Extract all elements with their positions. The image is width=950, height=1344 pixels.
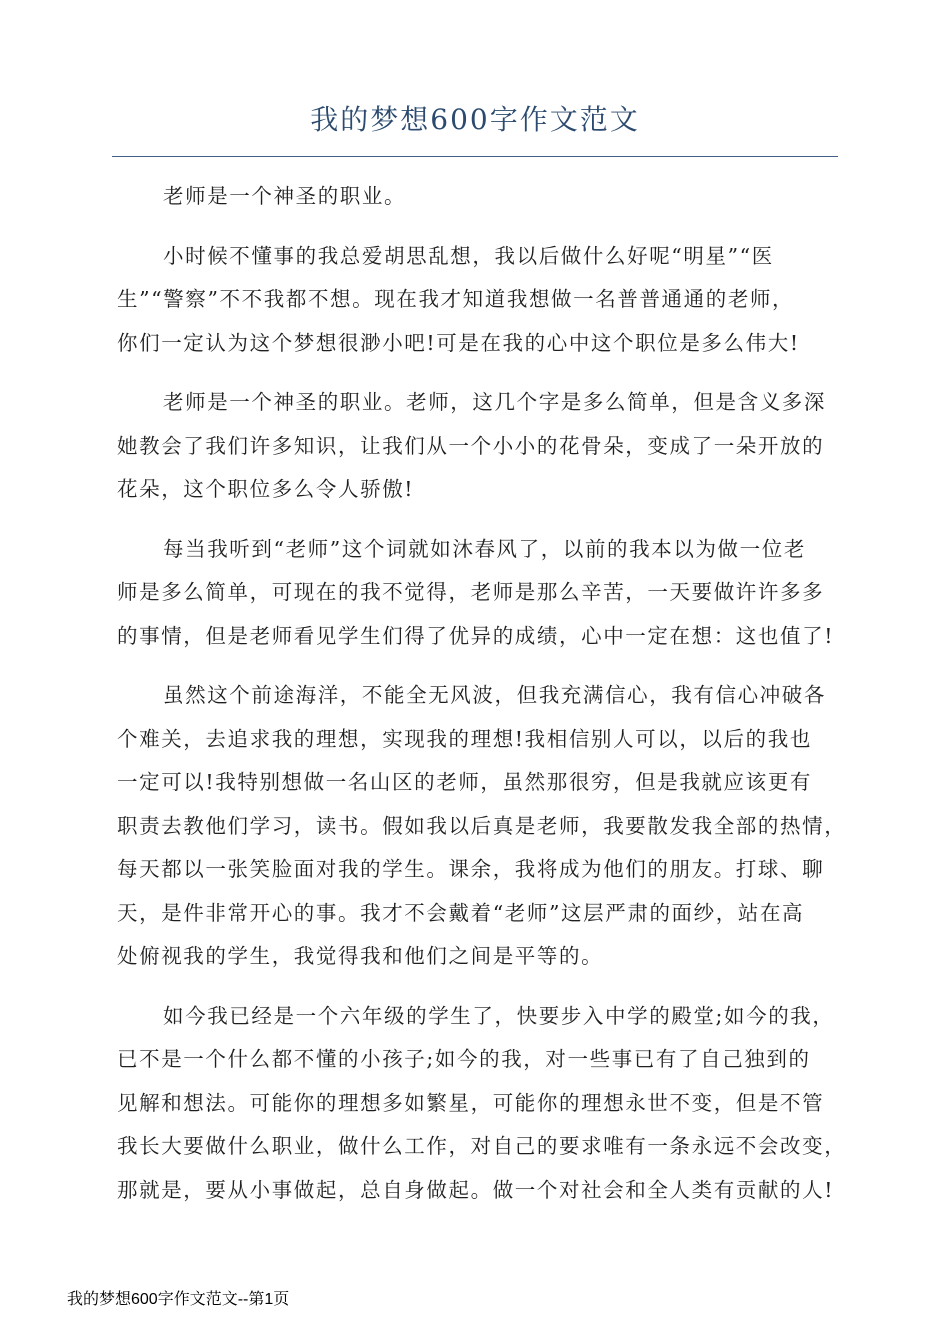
paragraph-line: 每天都以一张笑脸面对我的学生。课余，我将成为他们的朋友。打球、聊	[117, 857, 825, 881]
paragraph-line: 处俯视我的学生，我觉得我和他们之间是平等的。	[117, 944, 604, 968]
paragraph-line: 如今我已经是一个六年级的学生了，快要步入中学的殿堂;如今的我，	[163, 1003, 835, 1028]
paragraph-line: 你们一定认为这个梦想很渺小吧!可是在我的心中这个职位是多么伟大!	[117, 330, 800, 355]
paragraph-line: 天，是件非常开心的事。我才不会戴着“老师”这层严肃的面纱，站在高	[117, 900, 805, 925]
paragraph	[117, 235, 852, 366]
paragraph	[117, 381, 852, 512]
title-divider	[112, 156, 838, 157]
paragraph-line: 职责去教他们学习，读书。假如我以后真是老师，我要散发我全部的热情，	[117, 813, 847, 838]
paragraph-line: 花朵，这个职位多么令人骄傲!	[117, 477, 415, 501]
document-title: 我的梦想600字作文范文	[310, 103, 640, 136]
paragraph-line: 个难关，去追求我的理想，实现我的理想!我相信别人可以，以后的我也	[117, 726, 812, 751]
paragraph-line: 虽然这个前途海洋，不能全无风波，但我充满信心，我有信心冲破各	[163, 683, 826, 707]
paragraph-line: 老师是一个神圣的职业。老师，这几个字是多么简单，但是含义多深	[163, 390, 826, 414]
paragraph	[117, 528, 852, 659]
paragraph-line: 一定可以!我特别想做一名山区的老师，虽然那很穷，但是我就应该更有	[117, 770, 812, 794]
paragraph	[117, 674, 852, 979]
paragraph-line: 我长大要做什么职业，做什么工作，对自己的要求唯有一条永远不会改变，	[117, 1134, 847, 1158]
paragraph	[117, 175, 852, 219]
paragraph-line: 她教会了我们许多知识，让我们从一个小小的花骨朵，变成了一朵开放的	[117, 433, 825, 458]
paragraph	[117, 995, 852, 1213]
paragraph-line: 已不是一个什么都不懂的小孩子;如今的我，对一些事已有了自己独到的	[117, 1047, 811, 1071]
paragraph-line: 生”“警察”不不我都不想。现在我才知道我想做一名普普通通的老师，	[117, 287, 795, 311]
paragraph-line: 每当我听到“老师”这个词就如沐春风了，以前的我本以为做一位老	[163, 536, 806, 561]
paragraph-line: 的事情，但是老师看见学生们得了优异的成绩，心中一定在想：这也值了!	[117, 623, 835, 648]
paragraph-line: 小时候不懂事的我总爱胡思乱想，我以后做什么好呢“明星”“医	[163, 243, 774, 268]
page-footer: 我的梦想600字作文范文--第1页	[67, 1291, 290, 1308]
paragraph-line: 见解和想法。可能你的理想多如繁星，可能你的理想永世不变，但是不管	[117, 1090, 825, 1115]
document-body	[117, 175, 852, 1212]
paragraph-line: 老师是一个神圣的职业。	[163, 184, 407, 208]
paragraph-line: 那就是，要从小事做起，总自身做起。做一个对社会和全人类有贡献的人!	[117, 1177, 835, 1202]
paragraph-line: 师是多么简单，可现在的我不觉得，老师是那么辛苦，一天要做许许多多	[117, 580, 825, 604]
